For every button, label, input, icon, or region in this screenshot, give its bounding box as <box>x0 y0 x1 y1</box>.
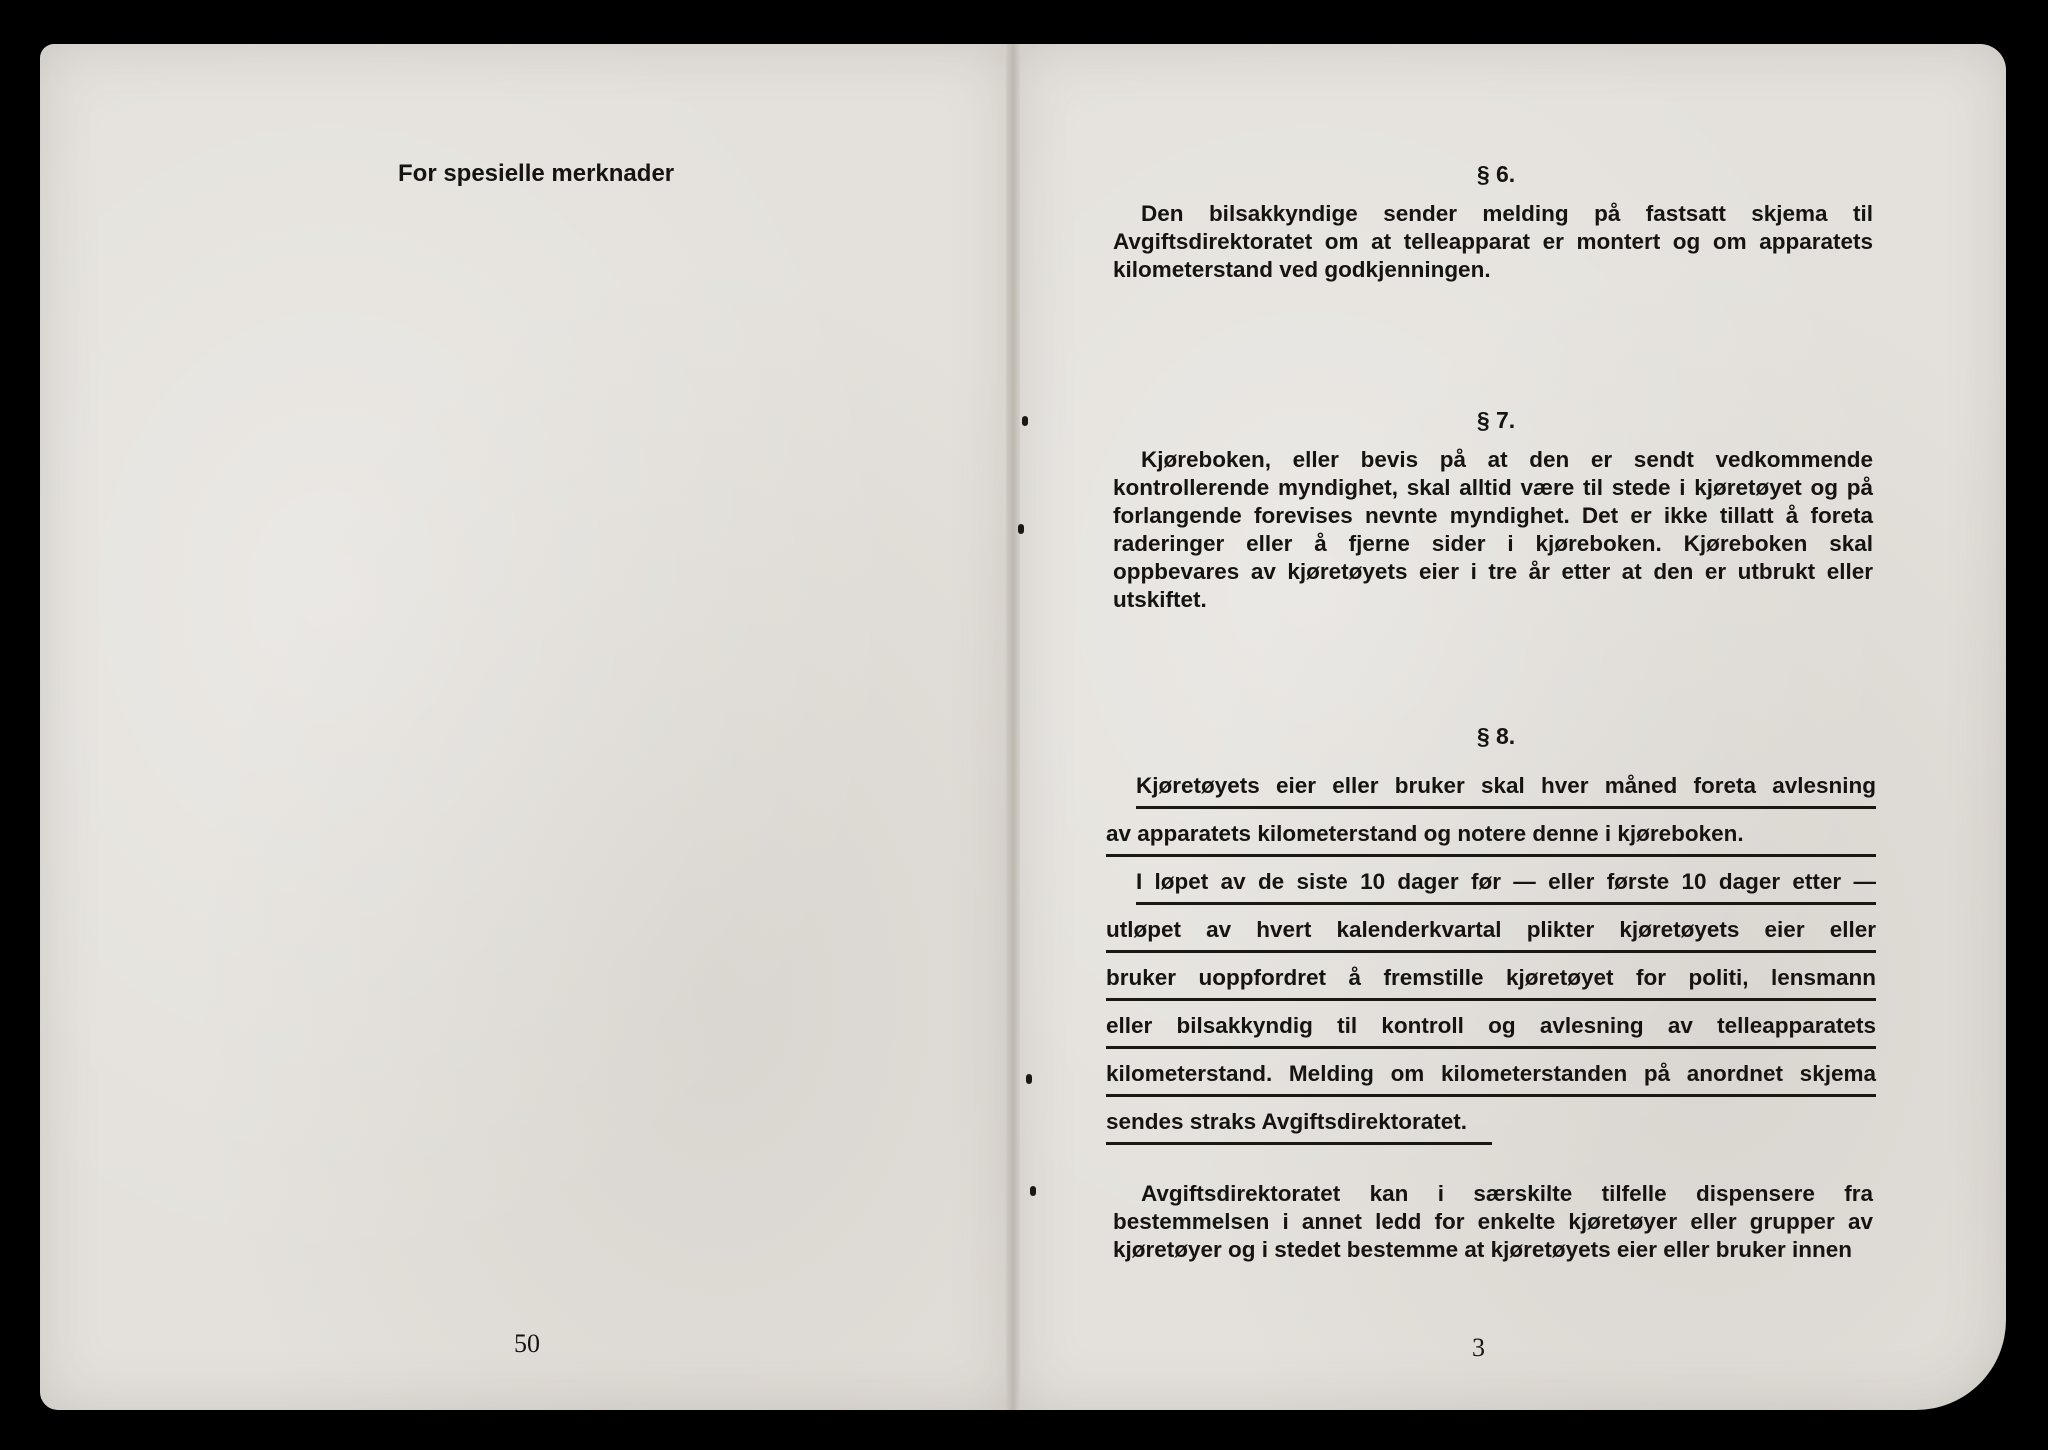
underlined-line <box>1106 998 1876 1049</box>
underlined-line-text: Kjøretøyets eier eller bruker skal hver måned foreta avlesning <box>1136 773 1876 798</box>
right-page-number: 3 <box>1472 1333 1485 1362</box>
section-7-title: § 7. <box>1476 407 1516 433</box>
left-page-heading: For spesielle merknader <box>398 160 675 187</box>
section-6-text: Den bilsakkyndige sender melding på fastsatt skjema til Avgiftsdirektoratet om at telleapparat er montert og om apparatets kilometerstand ved godkjenningen. <box>1113 201 1873 282</box>
binding-hole-mark <box>1026 1074 1032 1084</box>
underlined-line-text: sendes straks Avgiftsdirektoratet. <box>1106 1109 1467 1134</box>
section-8-last-paragraph: Avgiftsdirektoratet kan i særskilte tilfelle dispensere fra bestemmelsen i annet ledd for enkelte kjøretøyer eller grupper av kjøretøyer og i stedet bestemme at kjøretøyets eier eller bruker innen <box>1113 1181 1873 1262</box>
binding-hole-mark <box>1022 416 1028 426</box>
underlined-line-text: bruker uoppfordret å fremstille kjøretøyet for politi, lensmann <box>1106 965 1876 990</box>
underlined-line <box>1136 758 1876 809</box>
left-page <box>40 44 1010 1410</box>
underlined-line-text: I løpet av de siste 10 dager før — eller første 10 dager etter — <box>1136 869 1876 894</box>
binding-hole-mark <box>1018 524 1024 534</box>
book-spine <box>1006 44 1020 1410</box>
underlined-line <box>1106 806 1876 857</box>
underlined-line <box>1106 1094 1492 1145</box>
section-8-title: § 8. <box>1476 723 1516 749</box>
underlined-line <box>1106 950 1876 1001</box>
binding-hole-mark <box>1030 1186 1036 1196</box>
section-7-text: Kjøreboken, eller bevis på at den er sendt vedkommende kontrollerende myndighet, skal alltid være til stede i kjøretøyet og på forlangende forevises nevnte myndighet. Det er ikke tillatt å foreta raderinger eller å fjerne sider i kjøreboken. Kjøreboken skal oppbevares av kjøretøyets eier i tre år etter at den er utbrukt eller utskiftet. <box>1113 447 1873 612</box>
underlined-line-text: av apparatets kilometerstand og notere denne i kjøreboken. <box>1106 821 1744 846</box>
underlined-line <box>1106 1046 1876 1097</box>
underlined-line <box>1106 902 1876 953</box>
underlined-line-text: utløpet av hvert kalenderkvartal plikter kjøretøyets eier eller <box>1106 917 1876 942</box>
left-page-number: 50 <box>514 1329 540 1358</box>
underlined-line-text: eller bilsakkyndig til kontroll og avlesning av telleapparatets <box>1106 1013 1876 1038</box>
underlined-line-text: kilometerstand. Melding om kilometerstanden på anordnet skjema <box>1106 1061 1876 1086</box>
underlined-line <box>1136 854 1876 905</box>
section-6-title: § 6. <box>1476 161 1516 187</box>
